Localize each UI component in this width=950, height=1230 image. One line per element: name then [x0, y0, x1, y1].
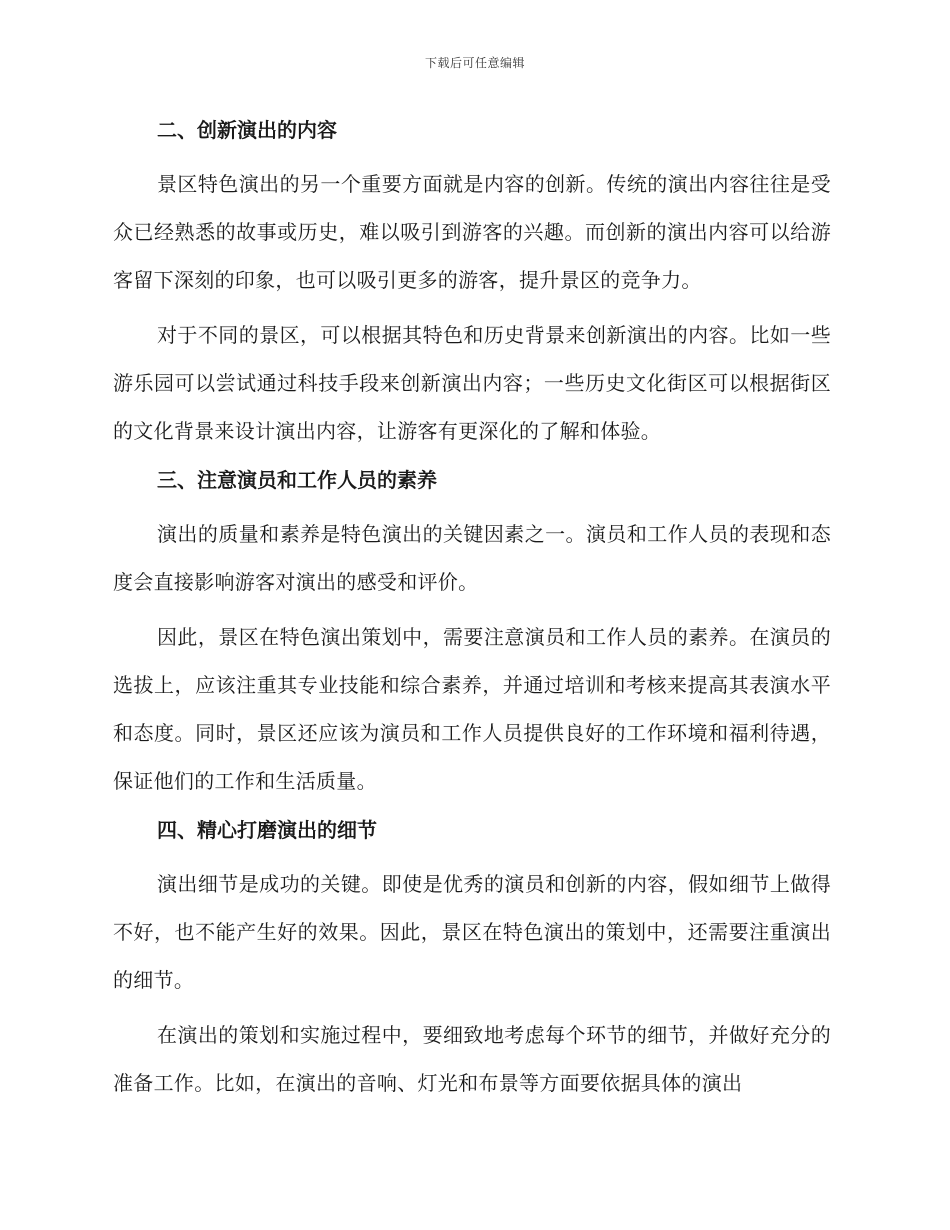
- paragraph: 演出的质量和素养是特色演出的关键因素之一。演员和工作人员的表现和态度会直接影响游客对演出的感受和评价。: [113, 522, 831, 594]
- paragraph: 因此，景区在特色演出策划中，需要注意演员和工作人员的素养。在演员的选拔上，应该注重其专业技能和综合素养，并通过培训和考核来提高其表演水平和态度。同时，景区还应该为演员和工作人员提供良好的工作环境和福利待遇，保证他们的工作和生活质量。: [113, 625, 831, 793]
- section-heading: 二、创新演出的内容: [157, 118, 337, 142]
- section-innovate-content: [113, 112, 831, 455]
- section-refine-details: [113, 812, 831, 1107]
- paragraph: 景区特色演出的另一个重要方面就是内容的创新。传统的演出内容往往是受众已经熟悉的故事或历史，难以吸引到游客的兴趣。而创新的演出内容可以给游客留下深刻的印象，也可以吸引更多的游客，提升景区的竞争力。: [113, 172, 831, 292]
- page-header-note: 下载后可任意编辑: [424, 56, 525, 70]
- document-body: [113, 112, 831, 1114]
- paragraph: 在演出的策划和实施过程中，要细致地考虑每个环节的细节，并做好充分的准备工作。比如，在演出的音响、灯光和布景等方面要依据具体的演出: [113, 1023, 831, 1095]
- paragraph: 演出细节是成功的关键。即使是优秀的演员和创新的内容，假如细节上做得不好，也不能产生好的效果。因此，景区在特色演出的策划中，还需要注重演出的细节。: [113, 872, 831, 992]
- section-staff-quality: [113, 462, 831, 805]
- section-heading: 三、注意演员和工作人员的素养: [157, 468, 437, 492]
- section-heading: 四、精心打磨演出的细节: [157, 818, 377, 842]
- paragraph: 对于不同的景区，可以根据其特色和历史背景来创新演出的内容。比如一些游乐园可以尝试通过科技手段来创新演出内容；一些历史文化街区可以根据街区的文化背景来设计演出内容，让游客有更深化的了解和体验。: [113, 323, 831, 443]
